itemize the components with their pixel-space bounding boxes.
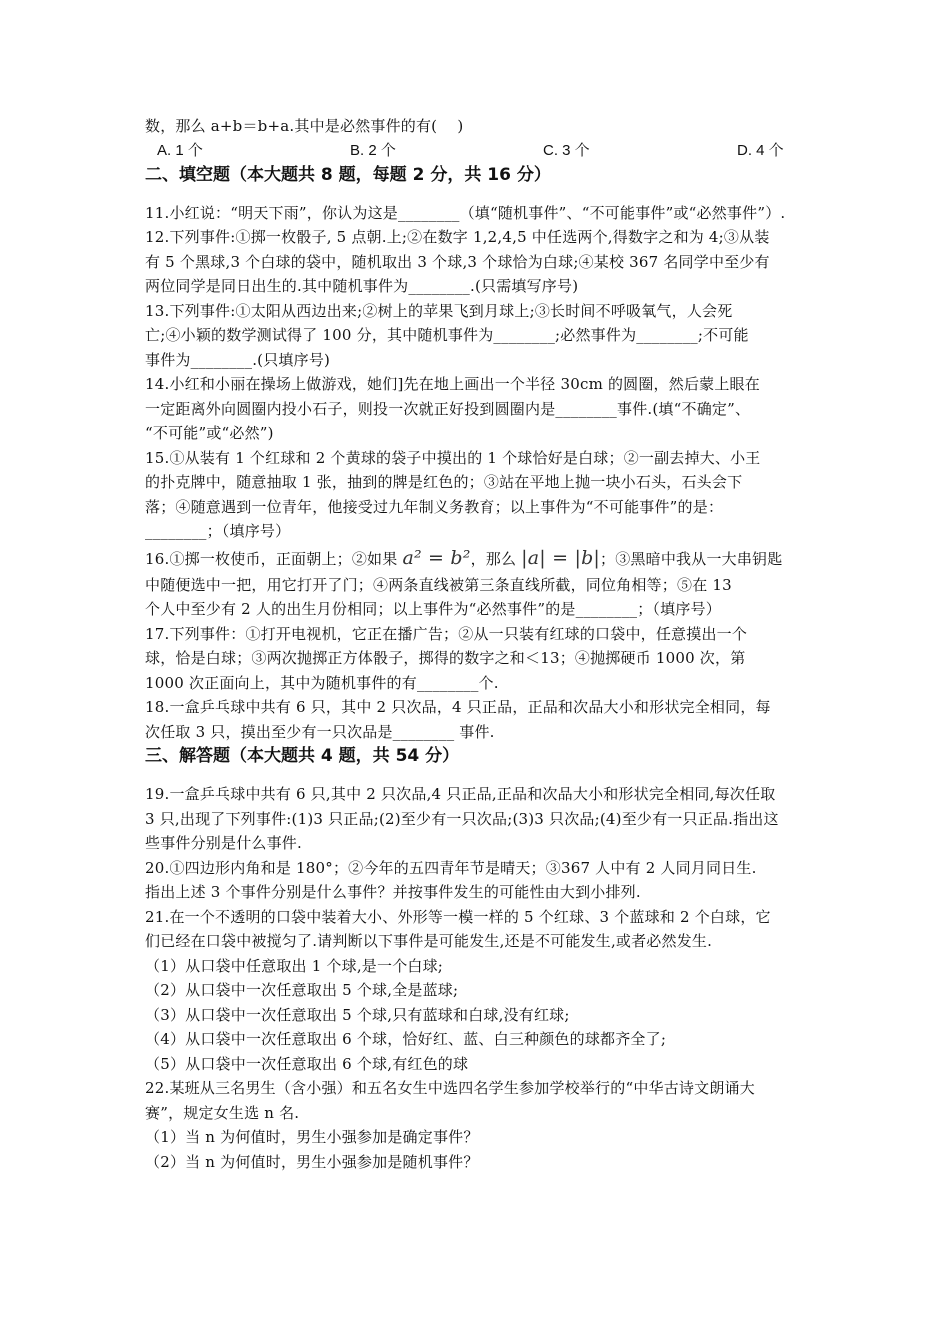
- q14: [145, 372, 805, 446]
- q22-line: 赛”，规定女生选 n 名.: [145, 1103, 300, 1122]
- q11: 11.小红说：“明天下雨”，你认为这是________（填“随机事件”、“不可能事件”或“必然事件”）.: [145, 203, 786, 222]
- q18: [145, 695, 805, 744]
- q22-subitem: （2）当 n 为何值时，男生小强参加是随机事件？: [145, 1152, 479, 1171]
- q22-subitem: （1）当 n 为何值时，男生小强参加是确定事件？: [145, 1128, 479, 1146]
- q16-line: 中随便选中一把，用它打开了门；④两条直线被第三条直线所截，同位角相等；⑤在 13: [145, 575, 732, 594]
- q13-line: 亡;④小颖的数学测试得了 100 分，其中随机事件为________;必然事件为________;不可能: [145, 326, 749, 344]
- q13: [145, 299, 805, 373]
- option-d: D. 4 个: [737, 141, 784, 159]
- q22-line: 22.某班从三名男生（含小强）和五名女生中选四名学生参加学校举行的“中华古诗文朗诵大: [145, 1079, 755, 1097]
- q21-line: 21.在一个不透明的口袋中装着大小、外形等一模一样的 5 个红球、3 个蓝球和 2 个白球，它: [145, 907, 771, 926]
- q13-line: 13.下列事件:①太阳从西边出来;②树上的苹果飞到月球上;③长时间不呼吸氧气，人会死: [145, 301, 733, 320]
- q19-line: 19.一盒乒乓球中共有 6 只,其中 2 只次品,4 只正品,正品和次品大小和形状完全相同,每次任取: [145, 785, 776, 803]
- q20-line: 指出上述 3 个事件分别是什么事件？并按事件发生的可能性由大到小排列.: [145, 883, 641, 901]
- content-column: [145, 114, 805, 1174]
- q16-line: 个人中至少有 2 人的出生月份相同；以上事件为“必然事件”的是________；（填序号）: [145, 600, 721, 618]
- q21-subitem: （1）从口袋中任意取出 1 个球,是一个白球;: [145, 956, 444, 975]
- q21-subitem: （3）从口袋中一次任意取出 5 个球,只有蓝球和白球,没有红球;: [145, 1005, 570, 1024]
- q12-line: 两位同学是同日出生的.其中随机事件为________.(只需填写序号): [145, 277, 579, 295]
- q16-text-b: ，那么: [470, 549, 522, 568]
- q17-line: 17.下列事件：①打开电视机，它正在播广告；②从一只装有红球的口袋中，任意摸出一个: [145, 624, 748, 643]
- q21: [145, 905, 805, 1077]
- q18-line: 18.一盒乒乓球中共有 6 只，其中 2 只次品，4 只正品，正品和次品大小和形状完全相同，每: [145, 698, 771, 716]
- equation-abs: |a| = |b|: [521, 546, 601, 569]
- q12: [145, 225, 805, 299]
- q17-line: 球，恰是白球；③两次抛掷正方体骰子，掷得的数字之和＜13；④抛掷硬币 1000 次，第: [145, 649, 746, 667]
- q14-line: 一定距离外向圆圈内投小石子，则投一次就正好投到圆圈内是________事件.(填“不确定”、: [145, 399, 751, 418]
- q22: [145, 1076, 805, 1174]
- q15-line: 15.①从装有 1 个红球和 2 个黄球的袋子中摸出的 1 个球恰好是白球；②一副去掉大、小王: [145, 448, 761, 467]
- q19-line: 些事件分别是什么事件.: [145, 834, 302, 852]
- q21-subitem: （2）从口袋中一次任意取出 5 个球,全是蓝球;: [145, 981, 459, 999]
- q19: [145, 782, 805, 856]
- q14-line: 14.小红和小丽在操场上做游戏，她们]先在地上画出一个半径 30cm 的圆圈，然后蒙上眼在: [145, 375, 760, 393]
- option-a: A. 1 个: [157, 141, 203, 159]
- q15-line: ________；（填序号）: [145, 522, 291, 540]
- q16-line: [145, 544, 805, 573]
- q15-line: 的扑克牌中，随意抽取 1 张，抽到的牌是红色的；③站在平地上抛一块小石头，石头会下: [145, 473, 743, 491]
- q20-line: 20.①四边形内角和是 180°；②今年的五四青年节是晴天；③367 人中有 2 人同月同日生.: [145, 858, 757, 877]
- q20: [145, 856, 805, 905]
- q21-subitem: （5）从口袋中一次任意取出 6 个球,有红色的球: [145, 1054, 469, 1073]
- q14-line: “不可能”或“必然”): [145, 424, 274, 442]
- section-3-heading: 三、解答题（本大题共 4 题，共 54 分）: [145, 746, 460, 766]
- q12-line: 有 5 个黑球,3 个白球的袋中，随机取出 3 个球,3 个球恰为白球;④某校 367 名同学中至少有: [145, 252, 770, 271]
- q10-tail: 数，那么 a+b＝b+a.其中是必然事件的有( ): [145, 117, 464, 135]
- q17: [145, 622, 805, 696]
- q13-line: 事件为________.(只填序号): [145, 350, 331, 369]
- option-c: C. 3 个: [543, 141, 590, 159]
- q16-text-a: 16.①掷一枚使币，正面朝上；②如果: [145, 549, 403, 568]
- equation-squares: a² = b²: [402, 546, 471, 569]
- q21-subitem: （4）从口袋中一次任意取出 6 个球，恰好红、蓝、白三种颜色的球都齐全了;: [145, 1030, 667, 1048]
- option-b: B. 2 个: [350, 141, 396, 159]
- q12-line: 12.下列事件:①掷一枚骰子, 5 点朝.上;②在数字 1,2,4,5 中任选两个,得数字之和为 4;③从装: [145, 228, 770, 246]
- q18-line: 次任取 3 只，摸出至少有一只次品是________ 事件.: [145, 722, 495, 741]
- q17-line: 1000 次正面向上，其中为随机事件的有________个.: [145, 673, 499, 692]
- q19-line: 3 只,出现了下列事件:(1)3 只正品;(2)至少有一只次品;(3)3 只次品;(4)至少有一只正品.指出这: [145, 809, 779, 828]
- q16: [145, 544, 805, 622]
- section-2-heading: 二、填空题（本大题共 8 题，每题 2 分，共 16 分）: [145, 164, 551, 185]
- q21-line: 们已经在口袋中被搅匀了.请判断以下事件是可能发生,还是不可能发生,或者必然发生.: [145, 932, 713, 950]
- q15: [145, 446, 805, 544]
- q16-text-c: ；③黑暗中我从一大串钥匙: [600, 549, 783, 568]
- q10-options: [145, 139, 805, 163]
- q15-line: 落；④随意遇到一位青年，他接受过九年制义务教育；以上事件为“不可能事件”的是：: [145, 497, 724, 516]
